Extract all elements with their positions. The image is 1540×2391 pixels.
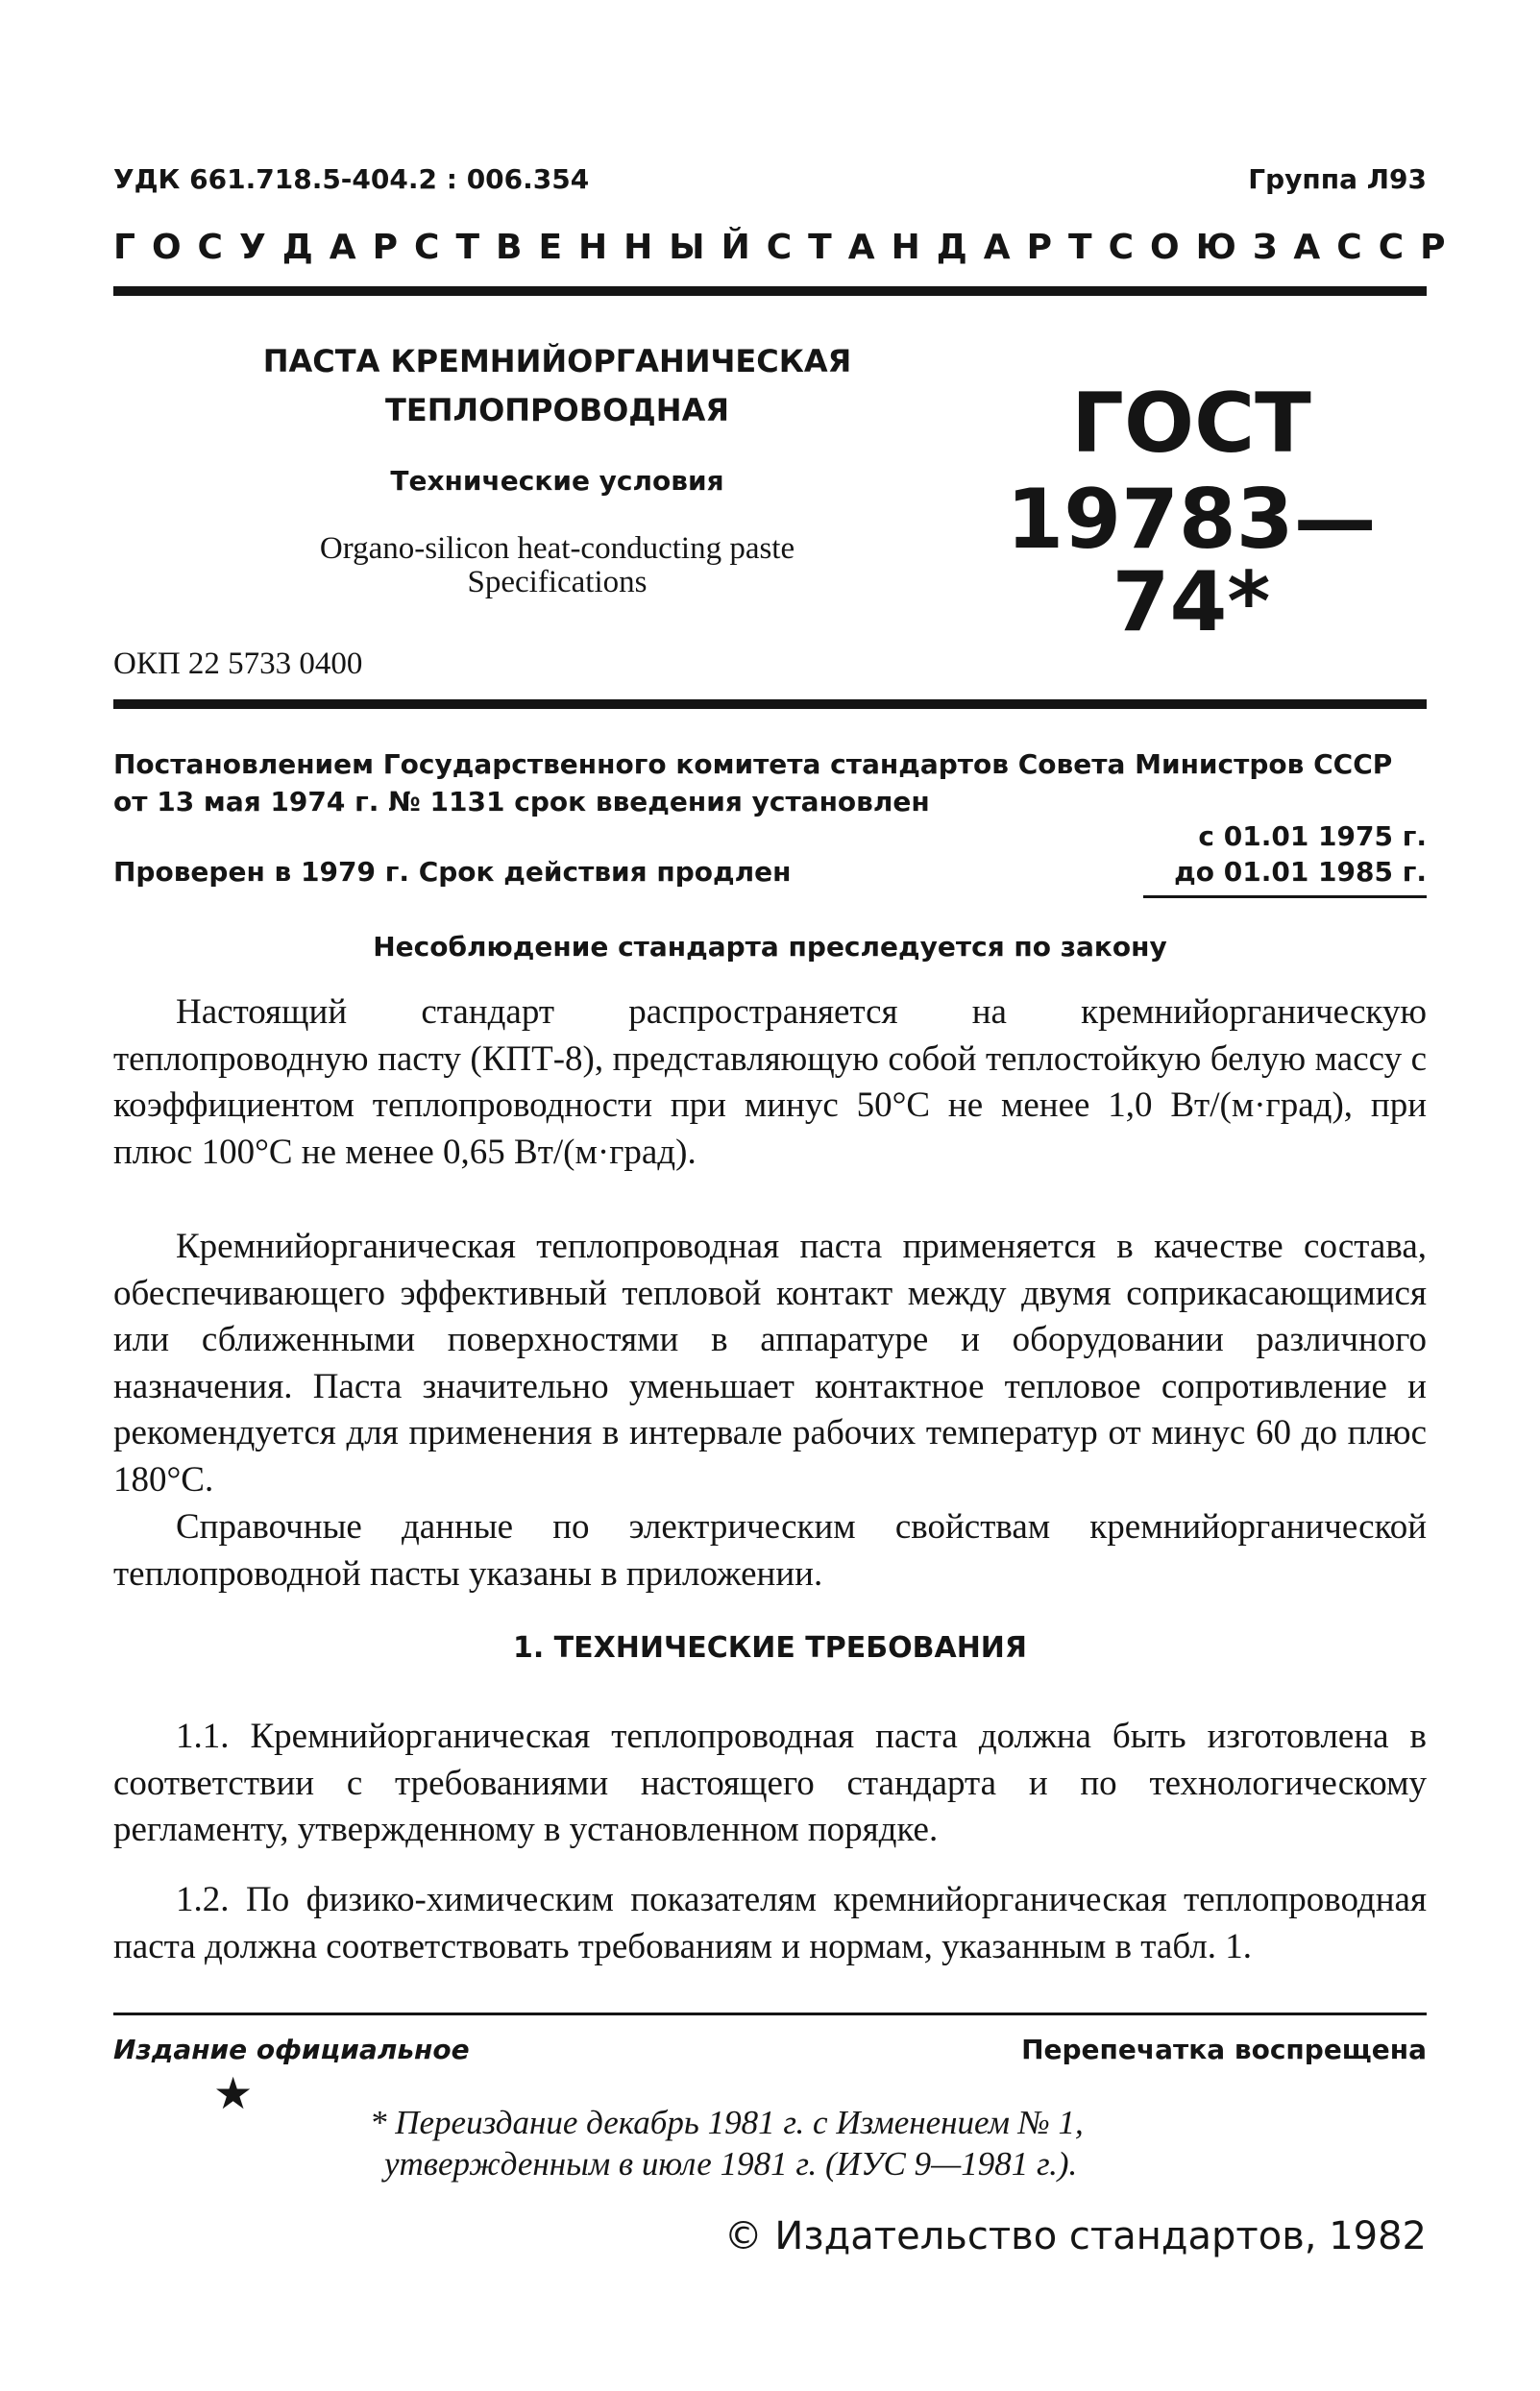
udk-code: УДК 661.718.5-404.2 : 006.354 — [113, 163, 590, 195]
state-standard-heading — [113, 223, 1462, 271]
reissue-note-line-2: утвержденным в июле 1981 г. (ИУС 9—1981 г.). — [384, 2145, 1078, 2183]
title-line-1: ПАСТА КРЕМНИЙОРГАНИЧЕСКАЯ — [262, 343, 852, 379]
footer-divider — [113, 2013, 1427, 2015]
valid-until: до 01.01 1985 г. — [1174, 856, 1427, 888]
paragraph-reference: Справочные данные по электрическим свойствам кремнийорганической теплопроводной пасты указаны в приложении. — [113, 1507, 1427, 1594]
state-word-4: ССР — [1336, 227, 1462, 267]
publisher-copyright: © Издательство стандартов, 1982 — [723, 2214, 1427, 2258]
gost-label: ГОСТ — [1071, 376, 1311, 472]
title-line-2: ТЕПЛОПРОВОДНАЯ — [385, 392, 729, 428]
law-notice: Несоблюдение стандарта преследуется по закону — [373, 931, 1167, 963]
group-code: Группа Л93 — [1248, 163, 1427, 195]
checked-note: Проверен в 1979 г. Срок действия продлен — [113, 856, 792, 888]
valid-until-underline — [1143, 895, 1427, 898]
reprint-prohibited: Перепечатка воспрещена — [1021, 2034, 1427, 2065]
gost-number: 19783—74* — [1006, 472, 1377, 650]
state-word-1: ГОСУДАРСТВЕННЫЙ — [113, 227, 767, 267]
official-edition: Издание официальное — [113, 2034, 470, 2065]
section-heading: 1. ТЕХНИЧЕСКИЕ ТРЕБОВАНИЯ — [512, 1631, 1028, 1665]
decree-line-2: от 13 мая 1974 г. № 1131 срок введения установлен — [113, 786, 930, 817]
state-word-2: СТАНДАРТ — [766, 227, 1109, 267]
paragraph-1-1: 1.1. Кремнийорганическая теплопроводная паста должна быть изготовлена в соответствии с требованиями настоящего стандарта и по технологическому регламенту, утвержденному в установленном порядке. — [113, 1717, 1427, 1850]
header-divider — [113, 286, 1427, 296]
title-subtitle: Технические условия — [390, 465, 724, 497]
decree-line-1: Постановлением Государственного комитета стандартов Совета Министров СССР — [113, 748, 1393, 780]
reissue-note-line-1: * Переиздание декабрь 1981 г. с Изменением № 1, — [370, 2104, 1084, 2141]
paragraph-1-2: 1.2. По физико-химическим показателям кремнийорганическая теплопроводная паста должна соответствовать требованиям и нормам, указанным в табл. 1. — [113, 1880, 1427, 1966]
english-title-line-1: Organo-silicon heat-conducting paste — [319, 531, 795, 566]
english-title-line-2: Specifications — [467, 565, 648, 599]
paragraph-scope: Настоящий стандарт распространяется на кремнийорганическую теплопроводную пасту (КПТ-8), представляющую собой теплостойкую белую массу с коэффициентом теплопроводности при минус 50°С не менее 1,0 Вт/(м·град), при плюс 100°С не менее 0,65 Вт/(м·град). — [113, 992, 1427, 1172]
effective-from: с 01.01 1975 г. — [1198, 820, 1427, 852]
state-word-3: СОЮЗА — [1108, 227, 1337, 267]
okp-divider — [113, 699, 1427, 709]
okp-code: ОКП 22 5733 0400 — [113, 647, 363, 681]
paragraph-application: Кремнийорганическая теплопроводная паста применяется в качестве состава, обеспечивающего эффективный тепловой контакт между двумя соприкасающимися или сближенными поверхностями в аппаратуре и оборудовании различного назначения. Паста значительно уменьшает контактное тепловое сопротивление и рекомендуется для применения в интервале рабочих температур от минус 60 до плюс 180°С. — [113, 1227, 1427, 1500]
star-icon: ★ — [213, 2067, 254, 2119]
